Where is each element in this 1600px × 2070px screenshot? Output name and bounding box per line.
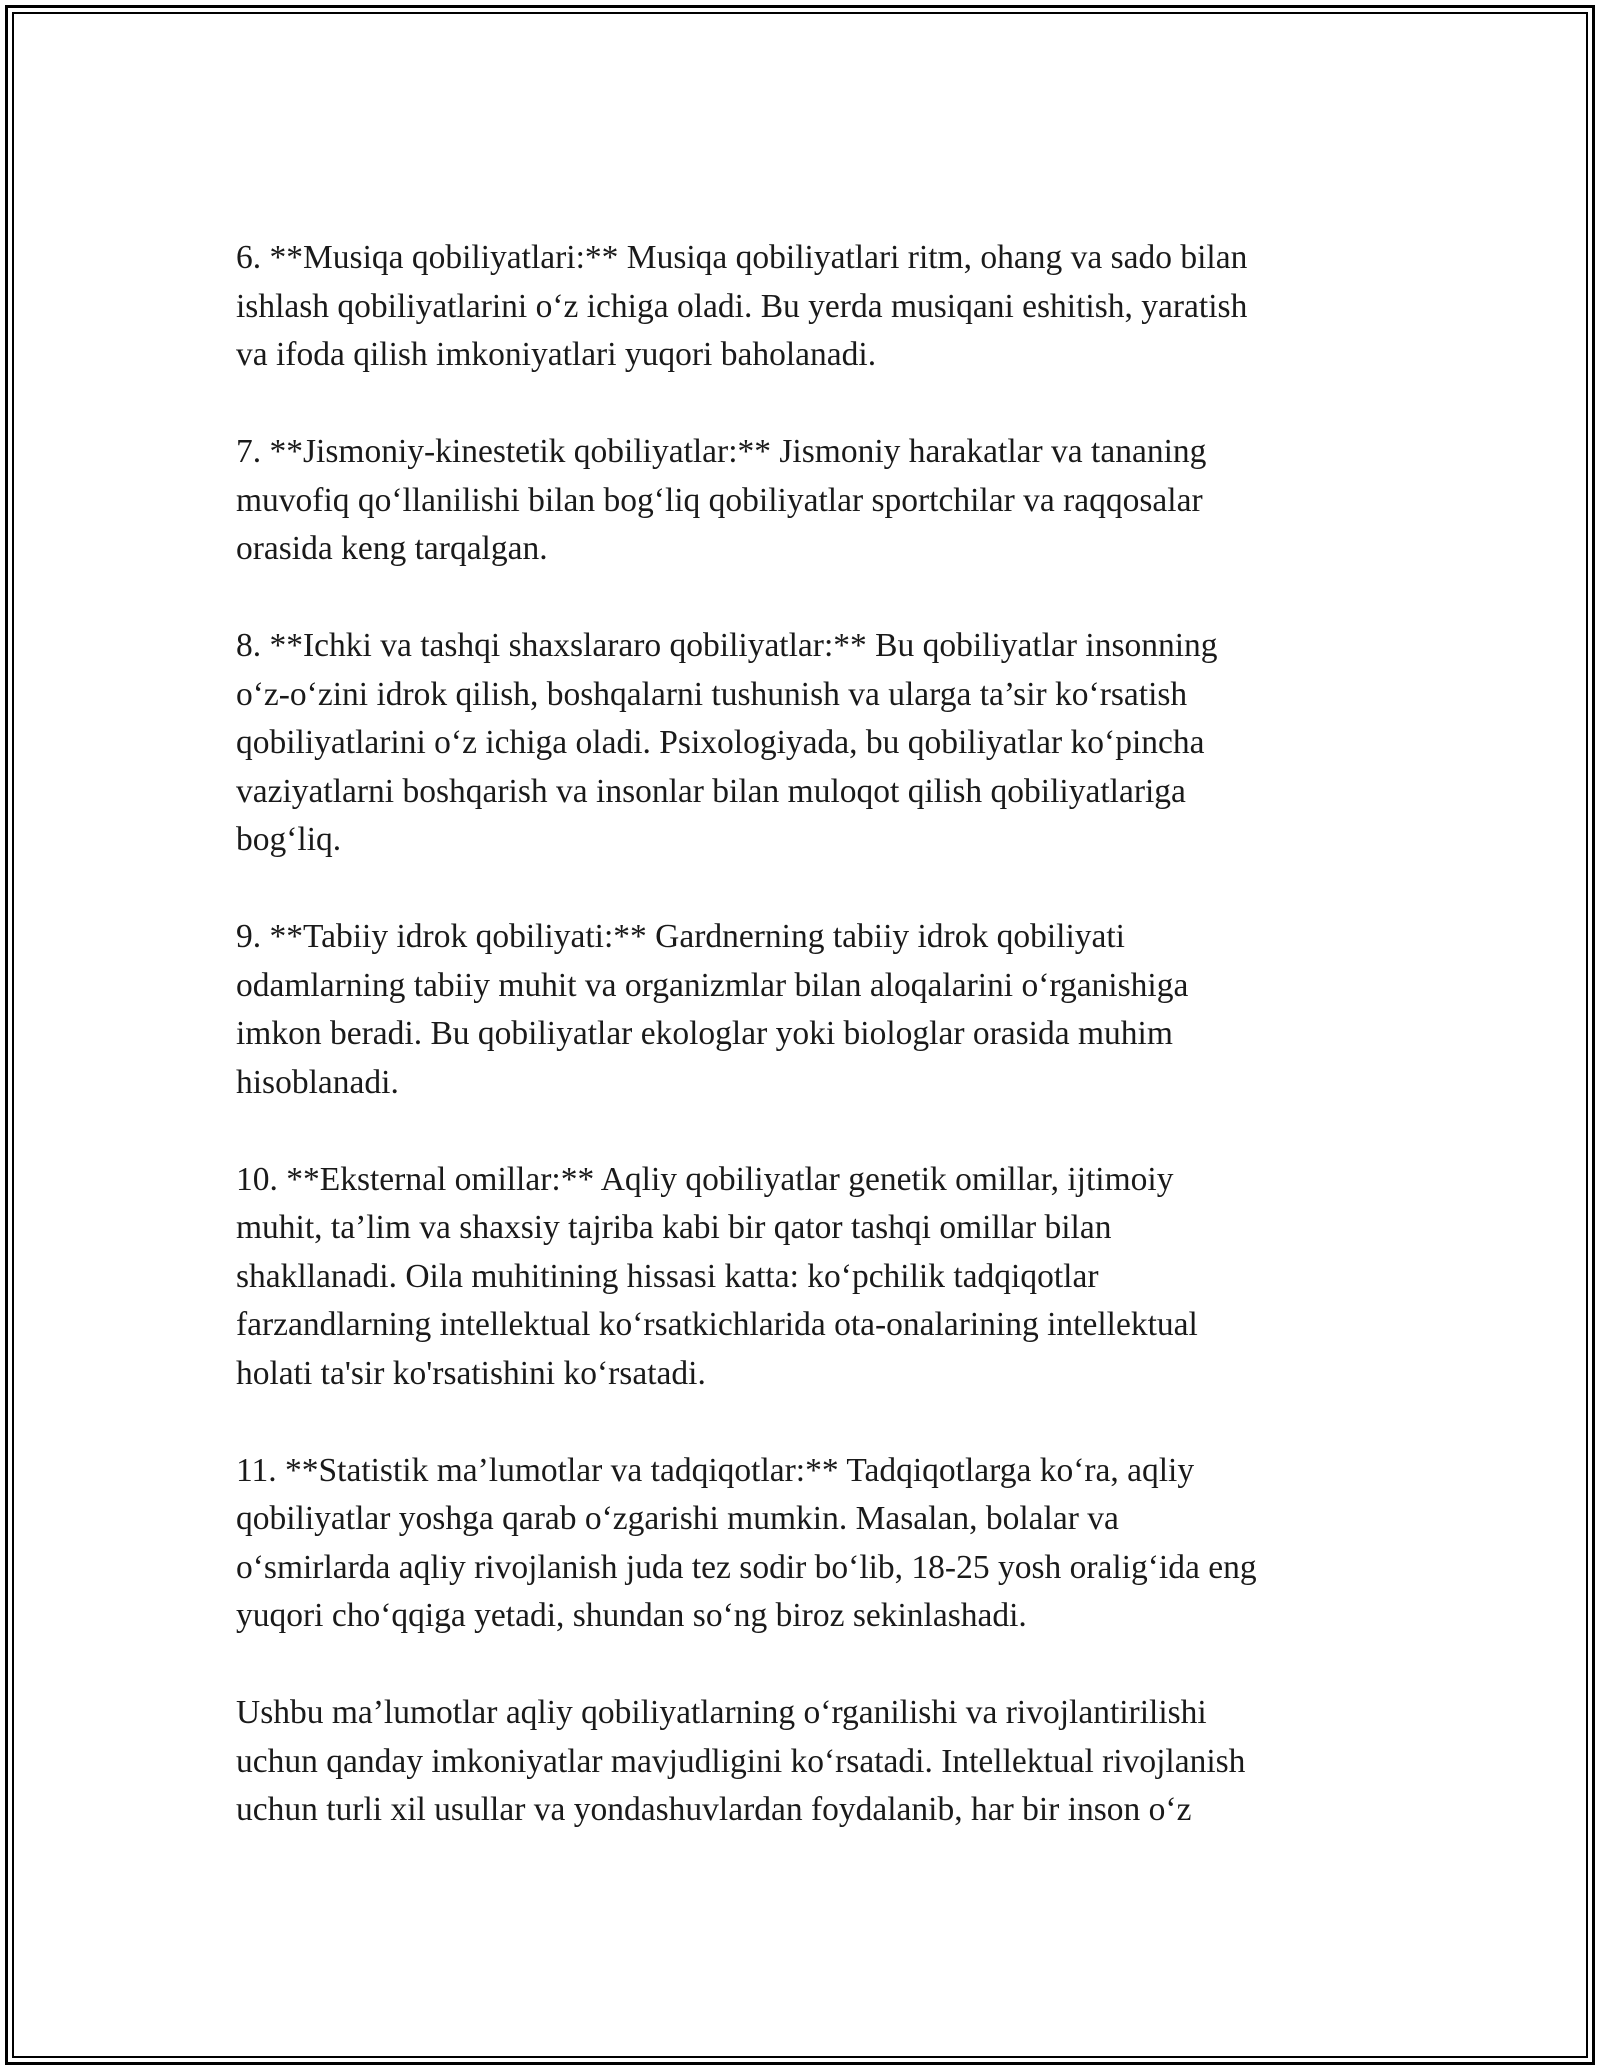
paragraph-musiqa-qobiliyatlari: 6. **Musiqa qobiliyatlari:** Musiqa qobiliyatlari ritm, ohang va sado bilan ishlash qobiliyatlarini o‘z ichiga oladi. Bu yerda musiqani eshitish, yaratish va ifoda qilish imkoniyatlari yuqori baholanadi. [236, 239, 1248, 373]
paragraph-shaxslararo-qobiliyatlar: 8. **Ichki va tashqi shaxslararo qobiliyatlar:** Bu qobiliyatlar insonning o‘z-o‘zini idrok qilish, boshqalarni tushunish va ularga ta’sir ko‘rsatish qobiliyatlarini o‘z ichiga oladi. Psixologiyada, bu qobiliyatlar ko‘pincha vaziyatlarni boshqarish va insonlar bilan muloqot qilish qobiliyatlariga bog‘liq. [236, 627, 1218, 858]
paragraph-eksternal-omillar: 10. **Eksternal omillar:** Aqliy qobiliyatlar genetik omillar, ijtimoiy muhit, ta’lim va shaxsiy tajriba kabi bir qator tashqi omillar bilan shakllanadi. Oila muhitining hissasi katta: ko‘pchilik tadqiqotlar farzandlarning intellektual ko‘rsatkichlarida ota-onalarining intellektual holati ta'sir ko'rsatishini ko‘rsatadi. [236, 1160, 1198, 1392]
paragraph-statistik-malumotlar: 11. **Statistik ma’lumotlar va tadqiqotlar:** Tadqiqotlarga ko‘ra, aqliy qobiliyatlar yoshga qarab o‘zgarishi mumkin. Masalan, bolalar va o‘smirlarda aqliy rivojlanish juda tez sodir bo‘lib, 18-25 yosh oralig‘ida eng yuqori cho‘qqiga yetadi, shundan so‘ng biroz sekinlashadi. [236, 1451, 1257, 1634]
paragraph-conclusion: Ushbu ma’lumotlar aqliy qobiliyatlarning o‘rganilishi va rivojlantirilishi uchun qanday imkoniyatlar mavjudligini ko‘rsatadi. Intellektual rivojlanish uchun turli xil usullar va yondashuvlardan foydalanib, har bir inson o‘z [236, 1694, 1246, 1828]
document-body [236, 234, 1376, 1883]
paragraph-tabiiy-idrok: 9. **Tabiiy idrok qobiliyati:** Gardnerning tabiiy idrok qobiliyati odamlarning tabiiy muhit va organizmlar bilan aloqalarini o‘rganishiga imkon beradi. Bu qobiliyatlar ekologlar yoki biologlar orasida muhim hisoblanadi. [236, 918, 1189, 1101]
paragraph-jismoniy-kinestetik: 7. **Jismoniy-kinestetik qobiliyatlar:** Jismoniy harakatlar va tananing muvofiq qo‘llanilishi bilan bog‘liq qobiliyatlar sportchilar va raqqosalar orasida keng tarqalgan. [236, 433, 1207, 567]
